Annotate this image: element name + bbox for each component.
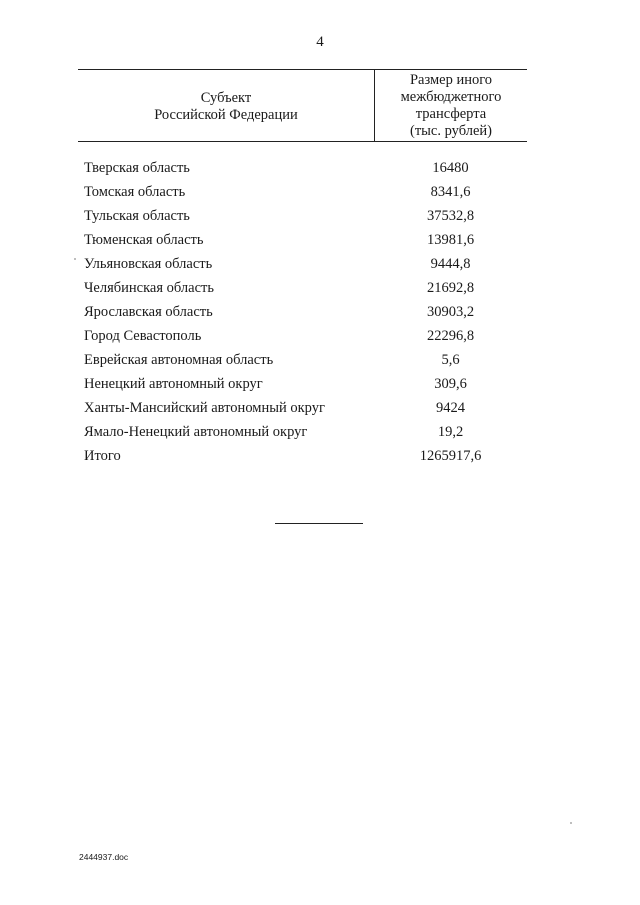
page-number: 4: [316, 34, 324, 50]
table-row: [78, 348, 527, 372]
transfer-amount: 13981,6: [426, 231, 475, 248]
table-row: [78, 372, 527, 396]
transfer-amount: 9424: [436, 399, 465, 416]
region-name: Ульяновская область: [84, 255, 213, 272]
end-divider: [275, 523, 363, 524]
region-name: Город Севастополь: [84, 327, 202, 344]
header-amount-line: Размер иного: [409, 71, 493, 88]
header-amount-line: трансферта: [415, 105, 487, 122]
table-row: [78, 420, 527, 444]
table-row: [78, 324, 527, 348]
region-name: Томская область: [84, 183, 186, 200]
region-name: Тульская область: [84, 207, 190, 224]
transfer-table: [78, 69, 527, 468]
transfer-amount: 309,6: [434, 375, 467, 392]
total-amount: 1265917,6: [419, 447, 482, 464]
table-body: [78, 156, 527, 468]
transfer-amount: 37532,8: [426, 207, 475, 224]
transfer-amount: 21692,8: [426, 279, 475, 296]
region-name: Тюменская область: [84, 231, 204, 248]
header-subject-line: Субъект: [200, 89, 252, 106]
table-row: [78, 252, 527, 276]
region-name: Челябинская область: [84, 279, 214, 296]
header-amount-line: (тыс. рублей): [410, 122, 492, 139]
scan-speck: [74, 258, 76, 260]
transfer-amount: 30903,2: [426, 303, 475, 320]
transfer-amount: 22296,8: [426, 327, 475, 344]
region-name: Ненецкий автономный округ: [84, 375, 263, 392]
transfer-amount: 8341,6: [430, 183, 471, 200]
region-name: Ямало-Ненецкий автономный округ: [84, 423, 308, 440]
total-label: Итого: [84, 447, 121, 464]
table-row: [78, 300, 527, 324]
document-id: 2444937.doc: [79, 852, 129, 862]
header-subject-line: Российской Федерации: [154, 106, 298, 123]
table-row: [78, 396, 527, 420]
transfer-amount: 19,2: [437, 423, 464, 440]
transfer-amount: 16480: [432, 159, 469, 176]
transfer-amount: 9444,8: [430, 255, 471, 272]
table-row: [78, 204, 527, 228]
header-amount: [375, 70, 527, 141]
header-subject: [78, 70, 375, 141]
table-row: [78, 156, 527, 180]
transfer-amount: 5,6: [441, 351, 460, 368]
table-row: [78, 180, 527, 204]
table-header: [78, 69, 527, 142]
region-name: Ярославская область: [84, 303, 213, 320]
region-name: Ханты-Мансийский автономный округ: [84, 399, 325, 416]
header-amount-line: межбюджетного: [400, 88, 502, 105]
region-name: Еврейская автономная область: [84, 351, 274, 368]
region-name: Тверская область: [84, 159, 190, 176]
table-row-total: [78, 444, 527, 468]
scan-speck: [570, 822, 572, 824]
table-row: [78, 276, 527, 300]
table-row: [78, 228, 527, 252]
